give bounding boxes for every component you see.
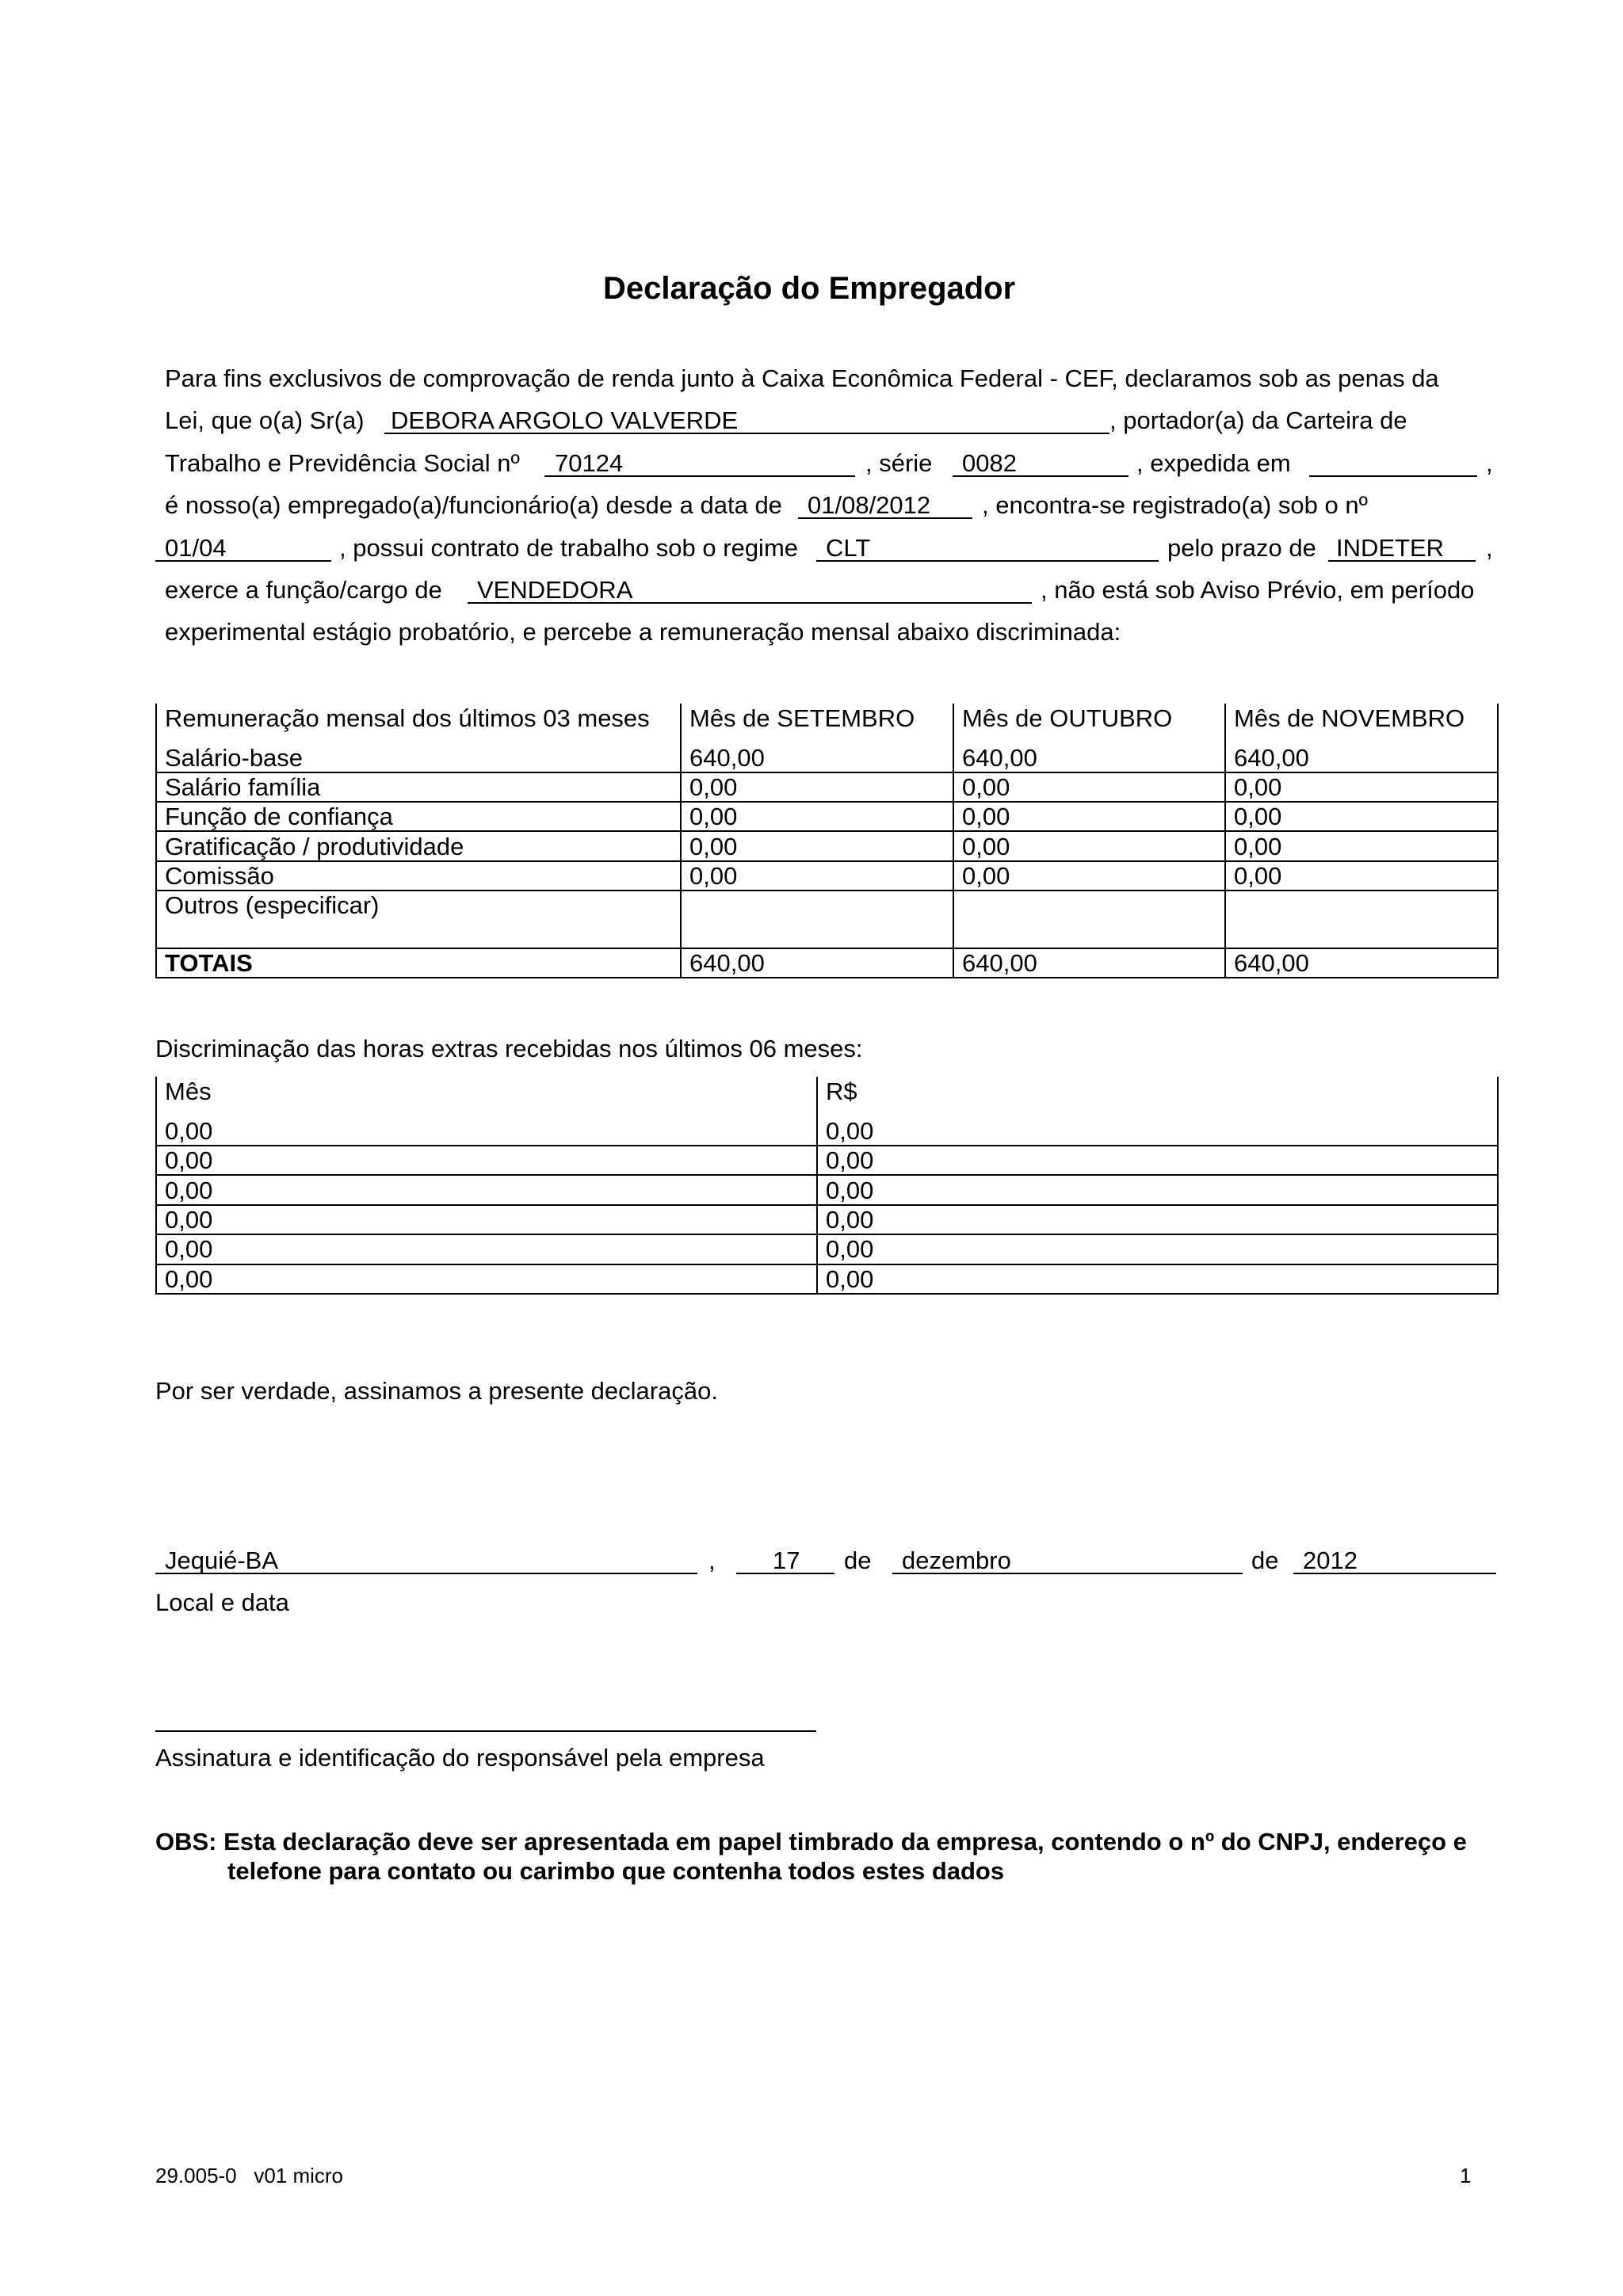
overtime-header-value: R$ (826, 1077, 857, 1105)
place-comma: , (708, 1547, 716, 1574)
rem-cell: 0,00 (962, 862, 1010, 890)
totals-setembro: 640,00 (689, 949, 765, 977)
paragraph-line-2-prefix: Lei, que o(a) Sr(a) (165, 406, 365, 434)
overtime-cell: 0,00 (826, 1235, 874, 1263)
rem-cell: Comissão (165, 862, 274, 890)
paragraph-line-1: Para fins exclusivos de comprovação de renda junto à Caixa Econômica Federal - CEF, declaramos sob as penas da (165, 364, 1439, 392)
overtime-cell: 0,00 (826, 1206, 874, 1234)
overtime-cell: 0,00 (165, 1265, 213, 1293)
rem-header-outubro: Mês de OUTUBRO (962, 704, 1173, 732)
overtime-cell: 0,00 (165, 1206, 213, 1234)
prazo-field: INDETER (1336, 534, 1445, 562)
overtime-cell: 0,00 (826, 1265, 874, 1293)
city-field: Jequié-BA (165, 1547, 279, 1574)
expedida-label: , expedida em (1136, 449, 1291, 477)
overtime-cell: 0,00 (165, 1146, 213, 1174)
overtime-cell: 0,00 (165, 1235, 213, 1263)
rem-cell: 0,00 (689, 803, 738, 830)
rem-cell: 0,00 (1234, 773, 1282, 801)
expedida-underline (1309, 475, 1477, 477)
rem-cell: 0,00 (962, 803, 1010, 830)
rem-header-setembro: Mês de SETEMBRO (689, 704, 915, 732)
line-3-end-comma: , (1486, 449, 1493, 477)
overtime-cell: 0,00 (165, 1177, 213, 1204)
year-field: 2012 (1303, 1547, 1358, 1574)
rem-cell: Outros (especificar) (165, 891, 380, 919)
rem-cell: 640,00 (689, 744, 765, 772)
totals-label: TOTAIS (165, 949, 253, 977)
regime-field: CLT (826, 534, 871, 562)
registration-field: 01/04 (165, 534, 227, 562)
overtime-cell: 0,00 (826, 1117, 874, 1145)
signature-caption: Assinatura e identificação do responsável pela empresa (155, 1744, 765, 1772)
serie-field: 0082 (962, 449, 1017, 477)
date-de-1: de (844, 1547, 872, 1574)
rem-cell: Gratificação / produtividade (165, 833, 464, 860)
paragraph-line-4-suffix: , encontra-se registrado(a) sob o nº (982, 491, 1368, 519)
line-5-end-comma: , (1486, 534, 1493, 562)
overtime-cell: 0,00 (826, 1177, 874, 1204)
overtime-header-month: Mês (165, 1077, 212, 1105)
rem-cell: 0,00 (962, 833, 1010, 860)
paragraph-line-6-suffix: , não está sob Aviso Prévio, em período (1041, 576, 1475, 604)
closing-statement: Por ser verdade, assinamos a presente declaração. (155, 1377, 718, 1405)
regime-label: , possui contrato de trabalho sob o regime (339, 534, 799, 562)
rem-cell: 0,00 (689, 862, 738, 890)
rem-cell: 0,00 (1234, 862, 1282, 890)
rem-cell: 0,00 (1234, 833, 1282, 860)
paragraph-line-4-prefix: é nosso(a) empregado(a)/funcionário(a) desde a data de (165, 491, 782, 519)
totals-novembro: 640,00 (1234, 949, 1309, 977)
signature-line (155, 1730, 816, 1732)
rem-cell: 0,00 (1234, 803, 1282, 830)
rem-cell: 640,00 (962, 744, 1037, 772)
paragraph-line-3-prefix: Trabalho e Previdência Social nº (165, 449, 520, 477)
page-number: 1 (1460, 2164, 1472, 2187)
employee-name-field: DEBORA ARGOLO VALVERDE (391, 406, 739, 434)
paragraph-line-2-suffix: , portador(a) da Carteira de (1109, 406, 1407, 434)
place-date-caption: Local e data (155, 1589, 289, 1616)
prazo-label: pelo prazo de (1167, 534, 1316, 562)
rem-cell: Salário família (165, 773, 321, 801)
rem-cell: 0,00 (689, 833, 738, 860)
rem-cell: 0,00 (962, 773, 1010, 801)
month-field: dezembro (902, 1547, 1011, 1574)
totals-outubro: 640,00 (962, 949, 1037, 977)
cargo-field: VENDEDORA (477, 576, 633, 604)
rem-header-novembro: Mês de NOVEMBRO (1234, 704, 1465, 732)
overtime-cell: 0,00 (826, 1146, 874, 1174)
rem-cell: Salário-base (165, 744, 304, 772)
date-de-2: de (1251, 1547, 1279, 1574)
document-title: Declaração do Empregador (603, 271, 1016, 306)
ctps-number-field: 70124 (555, 449, 624, 477)
paragraph-line-7: experimental estágio probatório, e percebe a remuneração mensal abaixo discriminada: (165, 618, 1121, 646)
rem-cell: Função de confiança (165, 803, 393, 830)
overtime-cell: 0,00 (165, 1117, 213, 1145)
rem-header-description: Remuneração mensal dos últimos 03 meses (165, 704, 650, 732)
paragraph-line-6-prefix: exerce a função/cargo de (165, 576, 442, 604)
obs-line-1: OBS: Esta declaração deve ser apresentada em papel timbrado da empresa, contendo o nº do CNPJ, endereço e (155, 1828, 1467, 1855)
serie-label: , série (865, 449, 933, 477)
admission-date-field: 01/08/2012 (808, 491, 931, 519)
obs-line-2: telefone para contato ou carimbo que contenha todos estes dados (227, 1857, 1005, 1885)
footer-form-code: 29.005-0 v01 micro (155, 2164, 344, 2187)
rem-cell: 640,00 (1234, 744, 1309, 772)
overtime-caption: Discriminação das horas extras recebidas nos últimos 06 meses: (155, 1035, 863, 1062)
day-field: 17 (773, 1547, 800, 1574)
rem-cell: 0,00 (689, 773, 738, 801)
